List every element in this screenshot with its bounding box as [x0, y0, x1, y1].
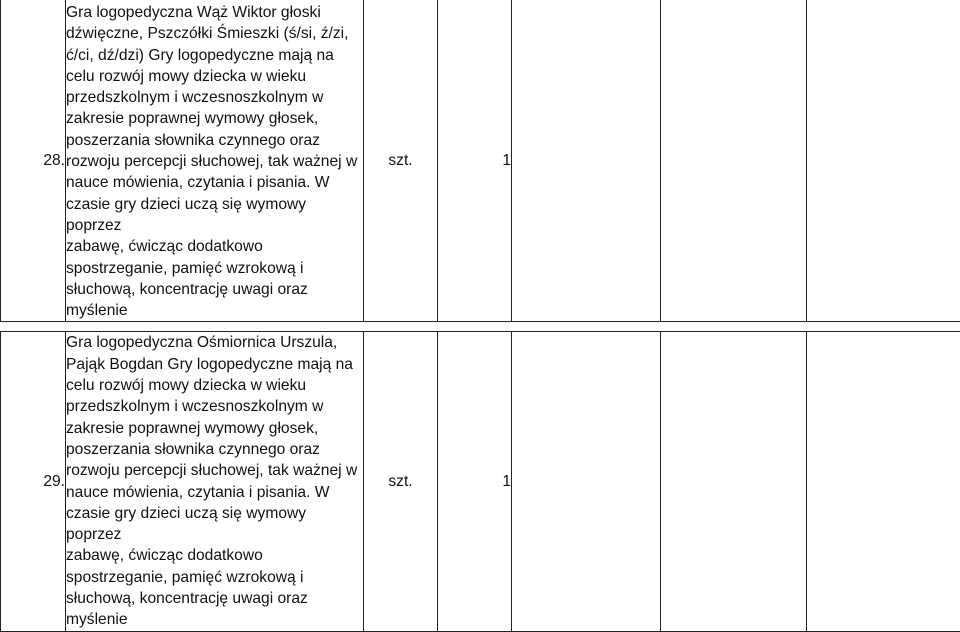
description-line: myślenie [66, 300, 363, 321]
description-line: nauce mówienia, czytania i pisania. W [66, 482, 363, 503]
empty-cell [512, 322, 661, 332]
description-line: Pająk Bogdan Gry logopedyczne mają na [66, 354, 363, 375]
row-separator [1, 322, 960, 332]
description-line: zakresie poprawnej wymowy głosek, [66, 108, 363, 129]
item-description [66, 332, 364, 631]
empty-cell [807, 332, 960, 631]
description-line: celu rozwój mowy dziecka w wieku [66, 375, 363, 396]
description-line: myślenie [66, 609, 363, 630]
row-number: 29. [1, 332, 66, 631]
description-line: słuchową, koncentrację uwagi oraz [66, 279, 363, 300]
row-number: 28. [1, 0, 66, 322]
description-line: spostrzeganie, pamięć wzrokową i [66, 258, 363, 279]
item-description [66, 0, 364, 322]
empty-cell [438, 322, 512, 332]
table-row [1, 332, 960, 631]
table-row [1, 0, 960, 322]
description-line: słuchową, koncentrację uwagi oraz [66, 588, 363, 609]
empty-cell [512, 0, 661, 322]
empty-cell [661, 0, 807, 322]
item-unit: szt. [364, 0, 438, 322]
item-quantity: 1 [438, 0, 512, 322]
description-line: spostrzeganie, pamięć wzrokową i [66, 567, 363, 588]
description-line: Gra logopedyczna Ośmiornica Urszula, [66, 332, 363, 353]
description-line: rozwoju percepcji słuchowej, tak ważnej w [66, 460, 363, 481]
description-line: Gra logopedyczna Wąż Wiktor głoski [66, 2, 363, 23]
empty-cell [1, 322, 66, 332]
item-unit: szt. [364, 332, 438, 631]
description-line: przedszkolnym i wczesnoszkolnym w [66, 87, 363, 108]
description-line: poszerzania słownika czynnego oraz [66, 439, 363, 460]
item-quantity: 1 [438, 332, 512, 631]
description-line: zabawę, ćwicząc dodatkowo [66, 236, 363, 257]
description-line: nauce mówienia, czytania i pisania. W [66, 172, 363, 193]
description-line: zabawę, ćwicząc dodatkowo [66, 545, 363, 566]
description-line: czasie gry dzieci uczą się wymowy poprzez [66, 194, 363, 237]
description-line: celu rozwój mowy dziecka w wieku [66, 66, 363, 87]
description-line: ć/ci, dź/dzi) Gry logopedyczne mają na [66, 45, 363, 66]
empty-cell [512, 332, 661, 631]
description-line: rozwoju percepcji słuchowej, tak ważnej w [66, 151, 363, 172]
empty-cell [66, 322, 364, 332]
description-line: poszerzania słownika czynnego oraz [66, 130, 363, 151]
description-line: zakresie poprawnej wymowy głosek, [66, 418, 363, 439]
empty-cell [364, 322, 438, 332]
empty-cell [661, 332, 807, 631]
description-line: dźwięczne, Pszczółki Śmieszki (ś/si, ź/zi, [66, 23, 363, 44]
empty-cell [661, 322, 807, 332]
description-line: przedszkolnym i wczesnoszkolnym w [66, 396, 363, 417]
empty-cell [807, 322, 960, 332]
description-line: czasie gry dzieci uczą się wymowy poprzez [66, 503, 363, 546]
empty-cell [807, 0, 960, 322]
